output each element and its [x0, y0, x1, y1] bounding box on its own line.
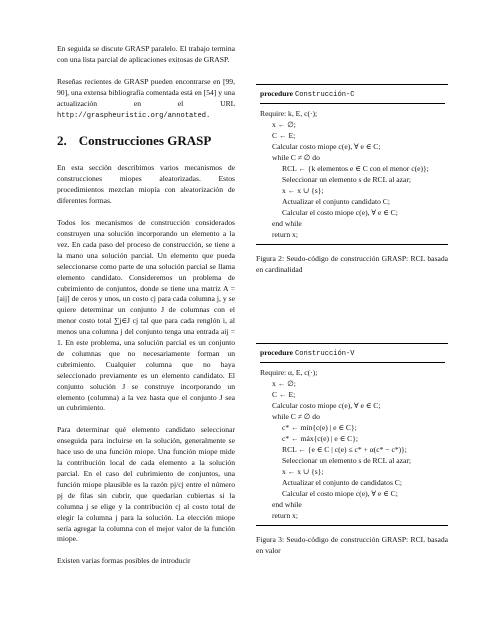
paragraph-greedy-function: Para determinar qué elemento candidato seleccionar enseguida para incluirse en la solución, generalmente se hace uso de una función miope. Una función miope mide la contribución local de cada elemento a la solución parcial. En el caso del cubrimiento de conjuntos, una función miope plausible es la razón pj/cj entre el número pj de filas sin cubrir, que quedarían cubiertas si la columna j se elige y la contribución cj al costo total de elegir la columna j para la solución. La elección miope sería agregar la columna con el mejor valor de la función miope.: [57, 425, 235, 544]
algo-line: return x;: [272, 230, 298, 239]
algo-line: Calcular costo miope c(e), ∀ e ∈ C;: [272, 401, 381, 410]
procedure-name: Construcción-V: [294, 350, 355, 358]
algo-line: Seleccionar un elemento s de RCL al azar;: [282, 175, 411, 184]
left-column: [57, 44, 235, 578]
algo-line: c* ← máx{c(e) | e ∈ C};: [282, 434, 359, 443]
algo-line: x ← ∅;: [272, 379, 296, 388]
algo-line: Calcular el costo miope c(e), ∀ e ∈ C;: [282, 489, 398, 498]
algo-line: while C ≠ ∅ do: [272, 412, 320, 421]
paragraph-reviews: [57, 77, 235, 122]
algo-line: Actualizar el conjunto de candidatos C;: [282, 478, 402, 487]
algorithm-box-cardinality: [256, 84, 448, 245]
paragraph-ways-introduce: Existen varias formas posibles de introducir: [57, 556, 191, 566]
algo-line: RCL ← {e ∈ C | c(e) ≤ c* + α(c* − c*)};: [282, 445, 407, 454]
right-column: [256, 84, 448, 556]
algo-line: c* ← mín{c(e) | e ∈ C};: [282, 423, 357, 432]
algo-line: x ← x ∪ {s};: [282, 467, 324, 476]
paragraph-section-intro: En esta sección describimos varios mecanismos de construcciones miopes aleatorizadas. Estos procedimientos mezclan miopía con aleatorización de diferentes formas.: [57, 163, 235, 206]
algo-line: RCL ← {k elementos e ∈ C con el menor c(e)};: [282, 164, 429, 173]
algo-line: end while: [272, 219, 302, 228]
algo-line: Seleccionar un elemento s de RCL al azar;: [282, 456, 411, 465]
section-heading: [57, 133, 235, 149]
algo-line: while C ≠ ∅ do: [272, 153, 320, 162]
algo-line: Calcular el costo miope c(e), ∀ e ∈ C;: [282, 208, 398, 217]
section-title: Construcciones GRASP: [78, 133, 212, 149]
algorithm-header: [260, 347, 445, 363]
algo-line: Calcular costo miope c(e), ∀ e ∈ C;: [272, 142, 381, 151]
procedure-keyword: procedure: [260, 89, 294, 98]
algo-line: return x;: [272, 511, 298, 520]
figure-2-caption: Figura 2: Seudo-código de construcción GRASP: RCL basada en cardinalidad: [256, 254, 448, 274]
paragraph-construction-mechanisms: Todos los mecanismos de construcción considerados construyen una solución incorporando un elemento a la vez. En cada paso del proceso de construcción, se tiene a la mano una solución parcial. Un elemento que pueda seleccionarse como parte de una solución parcial se llama elemento candidato. Consideremos un problema de cubrimiento de conjuntos, donde se tiene una matriz A = [aij] de ceros y unos, un costo cj para cada columna j, y se quiere determinar un conjunto J de columnas con el menor costo total ∑j∈J cj tal que para cada renglón i, al menos una columna j del conjunto tenga una entrada aij = 1. En este problema, una solución parcial es un conjunto de columnas que no necesariamente forman un cubrimiento. Cualquier columna que no haya seleccionado previamente es un elemento candidato. El conjunto solución J se construye incorporando un elemento (columna) a la vez hasta que el conjunto J sea un cubrimiento.: [57, 218, 235, 413]
procedure-keyword: procedure: [260, 348, 294, 357]
algo-line: C ← E;: [272, 131, 296, 140]
reviews-text: Reseñas recientes de GRASP pueden encontrarse en [99, 90], una extensa bibliografía comentada está en [54] y una actualización en el URL: [57, 76, 235, 108]
algo-line: x ← ∅;: [272, 120, 296, 129]
algorithm-header: [260, 88, 445, 104]
paragraph-intro-end: En seguida se discute GRASP paralelo. El trabajo termina con una lista parcial de aplicaciones exitosas de GRASP.: [57, 44, 235, 64]
annotated-url[interactable]: http://graspheuristic.org/annotated.: [57, 111, 211, 120]
algo-line: x ← x ∪ {s};: [282, 186, 324, 195]
algorithm-box-value: [256, 343, 448, 526]
algo-line: end while: [272, 500, 302, 509]
section-number: 2.: [57, 133, 67, 149]
figure-3-caption: Figura 3: Seudo-código de construcción GRASP: RCL basada en valor: [256, 535, 448, 555]
algo-line: Require: α, E, c(·);: [260, 368, 318, 377]
algo-line: C ← E;: [272, 390, 296, 399]
algo-line: Actualizar el conjunto candidato C;: [282, 197, 390, 206]
procedure-name: Construcción-C: [294, 91, 355, 99]
algo-line: Require: k, E, c(·);: [260, 109, 318, 118]
